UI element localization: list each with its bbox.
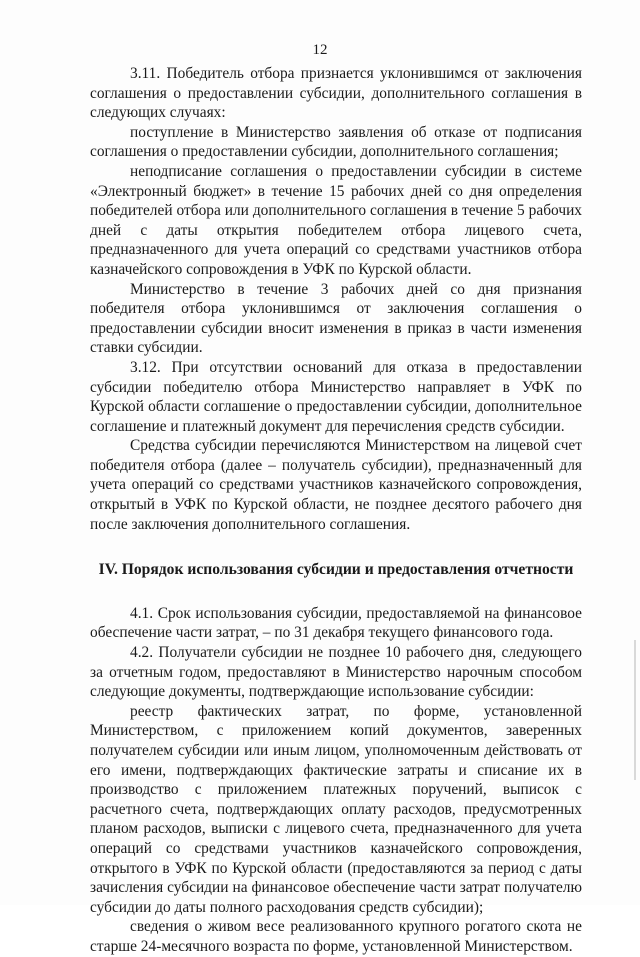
paragraph-ministry-changes: Министерство в течение 3 рабочих дней со дня признания победителя отбора уклонившимся от заключения соглашения о предоставлении субсидии вносит изменения в приказ в части изменения ставки субсидии. [90,280,582,357]
paragraph-case-refusal: поступление в Министерство заявления об отказе от подписания соглашения о предоставлении субсидии, дополнительного соглашения; [90,123,582,161]
document-body [90,64,582,957]
paragraph-3-12: 3.12. При отсутствии оснований для отказа в предоставлении субсидии победителю отбора Министерство направляет в УФК по Курской области соглашение о предоставлении субсидии, дополнительное соглашение и платежный документ для перечисления средств субсидии. [90,358,582,435]
scan-edge-artifact [634,640,636,780]
paragraph-cost-register: реестр фактических затрат, по форме, установленной Министерством, с приложением копий документов, заверенных получателем субсидии или иным лицом, уполномоченным действовать от его имени, подтверждающих фактические затраты и списание их в производство с приложением платежных поручений, выписок с расчетного счета, подтверждающих оплату расходов, предусмотренных планом расходов, выписки с лицевого счета, предназначенного для учета операций со средствами участников казначейского сопровождения, открытого в УФК по Курской области (предоставляются за период с даты зачисления субсидии на финансовое обеспечение части затрат получателю субсидии до даты полного расходования средств субсидии); [90,702,582,916]
paragraph-4-1: 4.1. Срок использования субсидии, предоставляемой на финансовое обеспечение части затрат, – по 31 декабря текущего финансового года. [90,604,582,642]
paragraph-4-2: 4.2. Получатели субсидии не позднее 10 рабочего дня, следующего за отчетным годом, предоставляют в Министерство нарочным способом следующие документы, подтверждающие использование субсидии: [90,644,582,701]
paragraph-3-11: 3.11. Победитель отбора признается уклонившимся от заключения соглашения о предоставлении субсидии, дополнительного соглашения в следующих случаях: [90,65,582,122]
page-number: 12 [312,42,328,58]
section-heading-iv: IV. Порядок использования субсидии и предоставления отчетности [98,561,574,579]
paragraph-livestock-weight: сведения о живом весе реализованного крупного рогатого скота не старше 24-месячного возраста по форме, установленной Министерством. [90,918,582,955]
paragraph-case-not-signed: неподписание соглашения о предоставлении субсидии в системе «Электронный бюджет» в течение 15 рабочих дней со дня определения победителей отбора или дополнительного соглашения в течение 5 рабочих дней с даты открытия победителем отбора лицевого счета, предназначенного для учета операций со средствами участников отбора казначейского сопровождения в УФК по Курской области. [90,162,582,278]
paragraph-funds-transfer: Средства субсидии перечисляются Министерством на лицевой счет победителя отбора (далее – получатель субсидии), предназначенный для учета операций со средствами участников казначейского сопровождения, открытый в УФК по Курской области, не позднее десятого рабочего дня после заключения дополнительного соглашения. [90,437,582,533]
